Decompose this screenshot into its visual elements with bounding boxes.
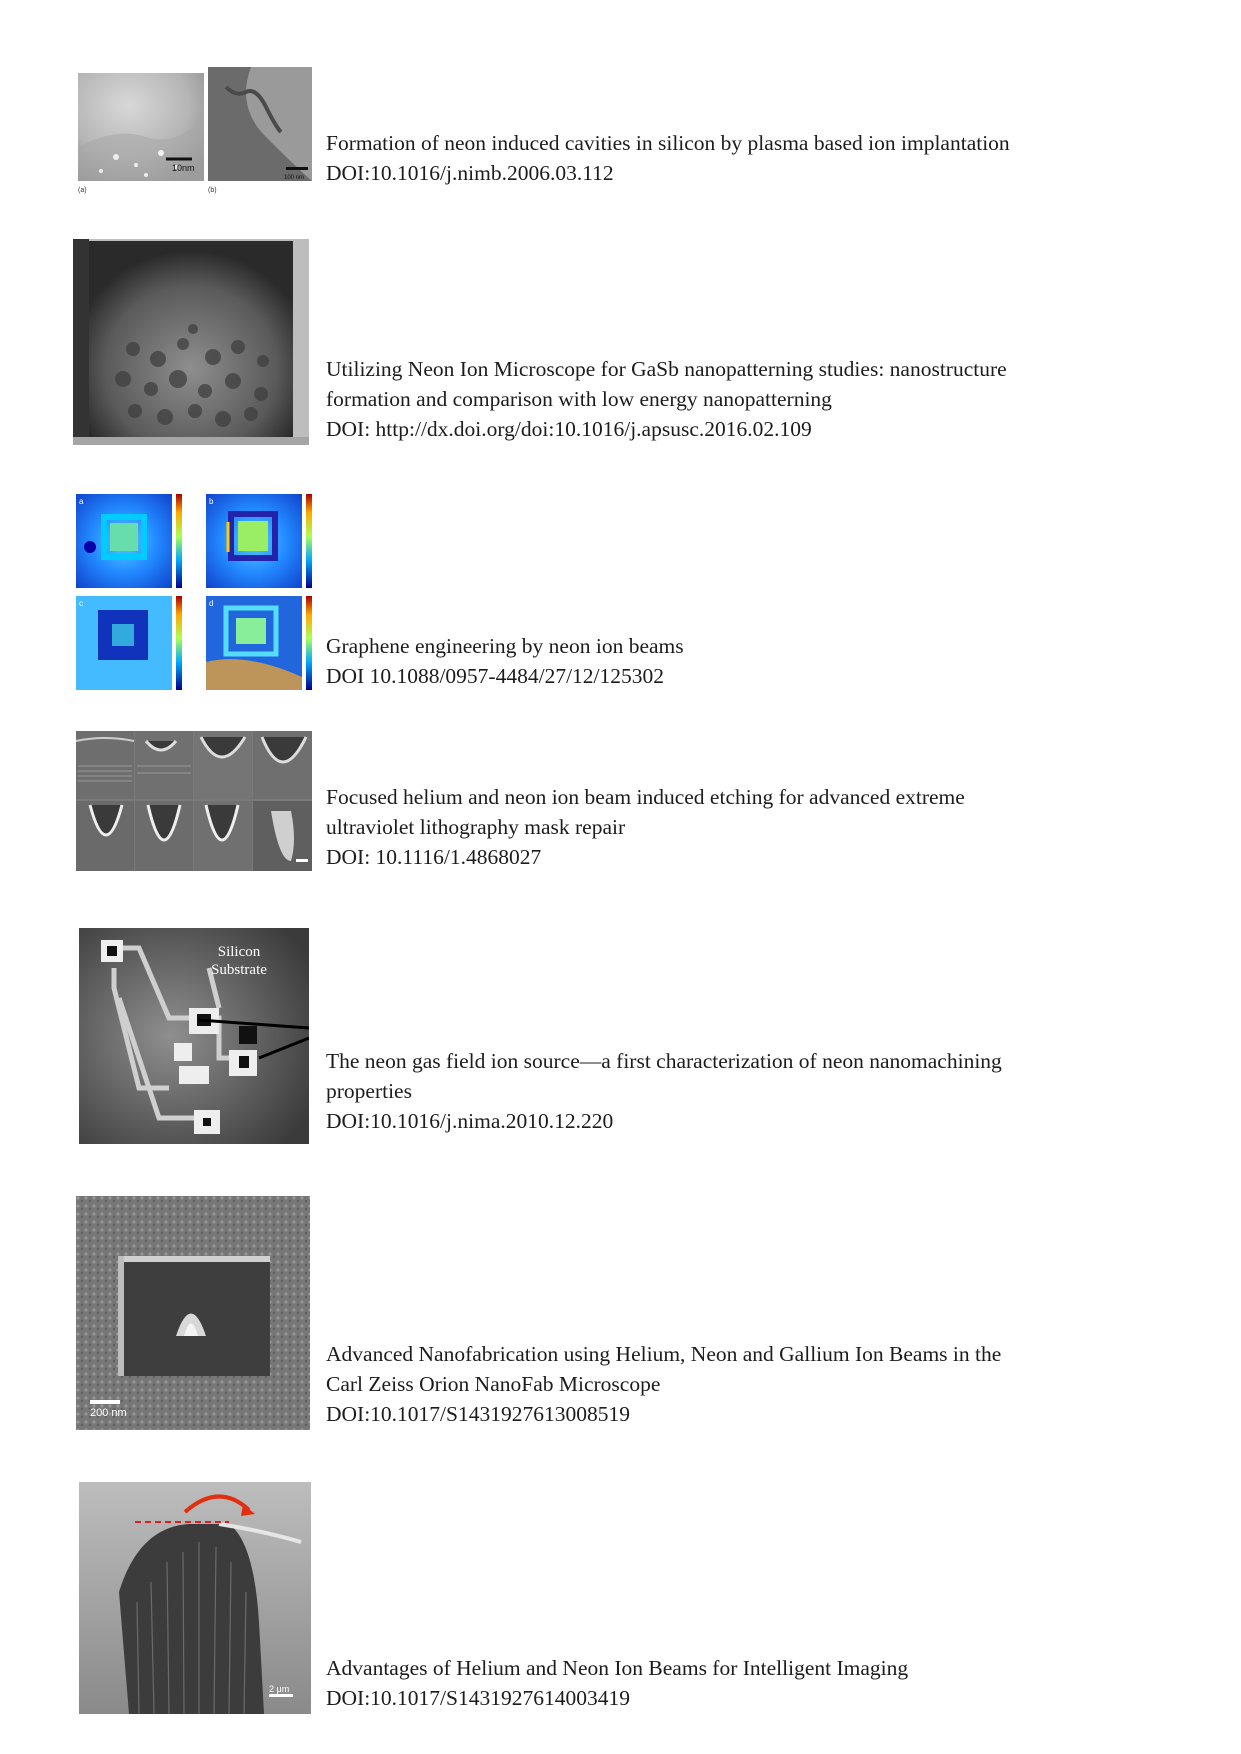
euv-mask-etch-image: [76, 731, 312, 871]
caption: [326, 782, 1206, 872]
silicon-substrate-figure: [79, 928, 309, 1144]
panel-label-a: (a): [78, 187, 87, 194]
caption: [326, 1653, 1206, 1713]
doi: DOI: http://dx.doi.org/doi:10.1016/j.apsusc.2016.02.109: [326, 417, 812, 441]
map-label-b: b: [209, 497, 214, 506]
title-line-2: ultraviolet lithography mask repair: [326, 815, 626, 839]
map-b: [206, 494, 312, 588]
etch-row-top: [76, 731, 312, 799]
nanofab-pit-image: [76, 1196, 310, 1430]
gasb-nanopattern-figure: [73, 239, 309, 445]
graphene-maps-figure: [76, 492, 318, 692]
title-line-1: Advanced Nanofabrication using Helium, Neon and Gallium Ion Beams in the: [326, 1342, 1002, 1366]
substrate-label-line-1: Silicon: [217, 944, 261, 960]
map-label-c: c: [79, 599, 83, 608]
doi: DOI:10.1016/j.nimb.2006.03.112: [326, 161, 614, 185]
caption: [326, 631, 1206, 691]
title-line-2: properties: [326, 1079, 412, 1103]
scale-label: 200 nm: [90, 1407, 127, 1419]
doi: DOI:10.1017/S1431927613008519: [326, 1402, 630, 1426]
panel-label-b: (b): [208, 187, 217, 194]
title-line-1: Advantages of Helium and Neon Ion Beams for Intelligent Imaging: [326, 1656, 909, 1680]
caption: [326, 128, 1206, 188]
intelligent-imaging-figure: [79, 1482, 311, 1714]
scale-label-a: 10nm: [172, 163, 195, 173]
title-line-2: formation and comparison with low energy nanopatterning: [326, 387, 832, 411]
etch-row-bottom: [76, 801, 312, 871]
intelligent-imaging-image: [79, 1482, 311, 1714]
title-line-1: Formation of neon induced cavities in silicon by plasma based ion implantation: [326, 131, 1010, 155]
map-label-d: d: [209, 599, 214, 608]
title-line-1: Focused helium and neon ion beam induced etching for advanced extreme: [326, 785, 965, 809]
substrate-label-line-2: Substrate: [211, 962, 267, 978]
doi: DOI: 10.1116/1.4868027: [326, 845, 542, 869]
nanofab-pit-figure: [76, 1196, 310, 1430]
silicon-substrate-image: [79, 928, 309, 1144]
scale-label: 2 μm: [269, 1684, 290, 1694]
tem-cavities-figure: [76, 67, 314, 195]
map-label-a: a: [79, 497, 84, 506]
caption: [326, 1046, 1206, 1136]
scale-label-b: 100 nm: [284, 175, 305, 181]
title-line-1: The neon gas field ion source—a first characterization of neon nanomachining: [326, 1049, 1002, 1073]
doi: DOI:10.1016/j.nima.2010.12.220: [326, 1109, 614, 1133]
map-a: [76, 494, 182, 588]
title-line-1: Utilizing Neon Ion Microscope for GaSb nanopatterning studies: nanostructure: [326, 357, 1007, 381]
doi: DOI 10.1088/0957-4484/27/12/125302: [326, 664, 665, 688]
map-d: [206, 596, 312, 690]
title-line-2: Carl Zeiss Orion NanoFab Microscope: [326, 1372, 661, 1396]
euv-mask-etch-figure: [76, 731, 312, 871]
graphene-maps-image: [76, 492, 318, 692]
doi: DOI:10.1017/S1431927614003419: [326, 1686, 630, 1710]
tem-cavities-image: [76, 67, 314, 195]
gasb-nanopattern-image: [73, 239, 309, 445]
map-c: [76, 596, 182, 690]
title-line-1: Graphene engineering by neon ion beams: [326, 634, 684, 658]
caption: [326, 1339, 1206, 1429]
caption: [326, 354, 1206, 444]
